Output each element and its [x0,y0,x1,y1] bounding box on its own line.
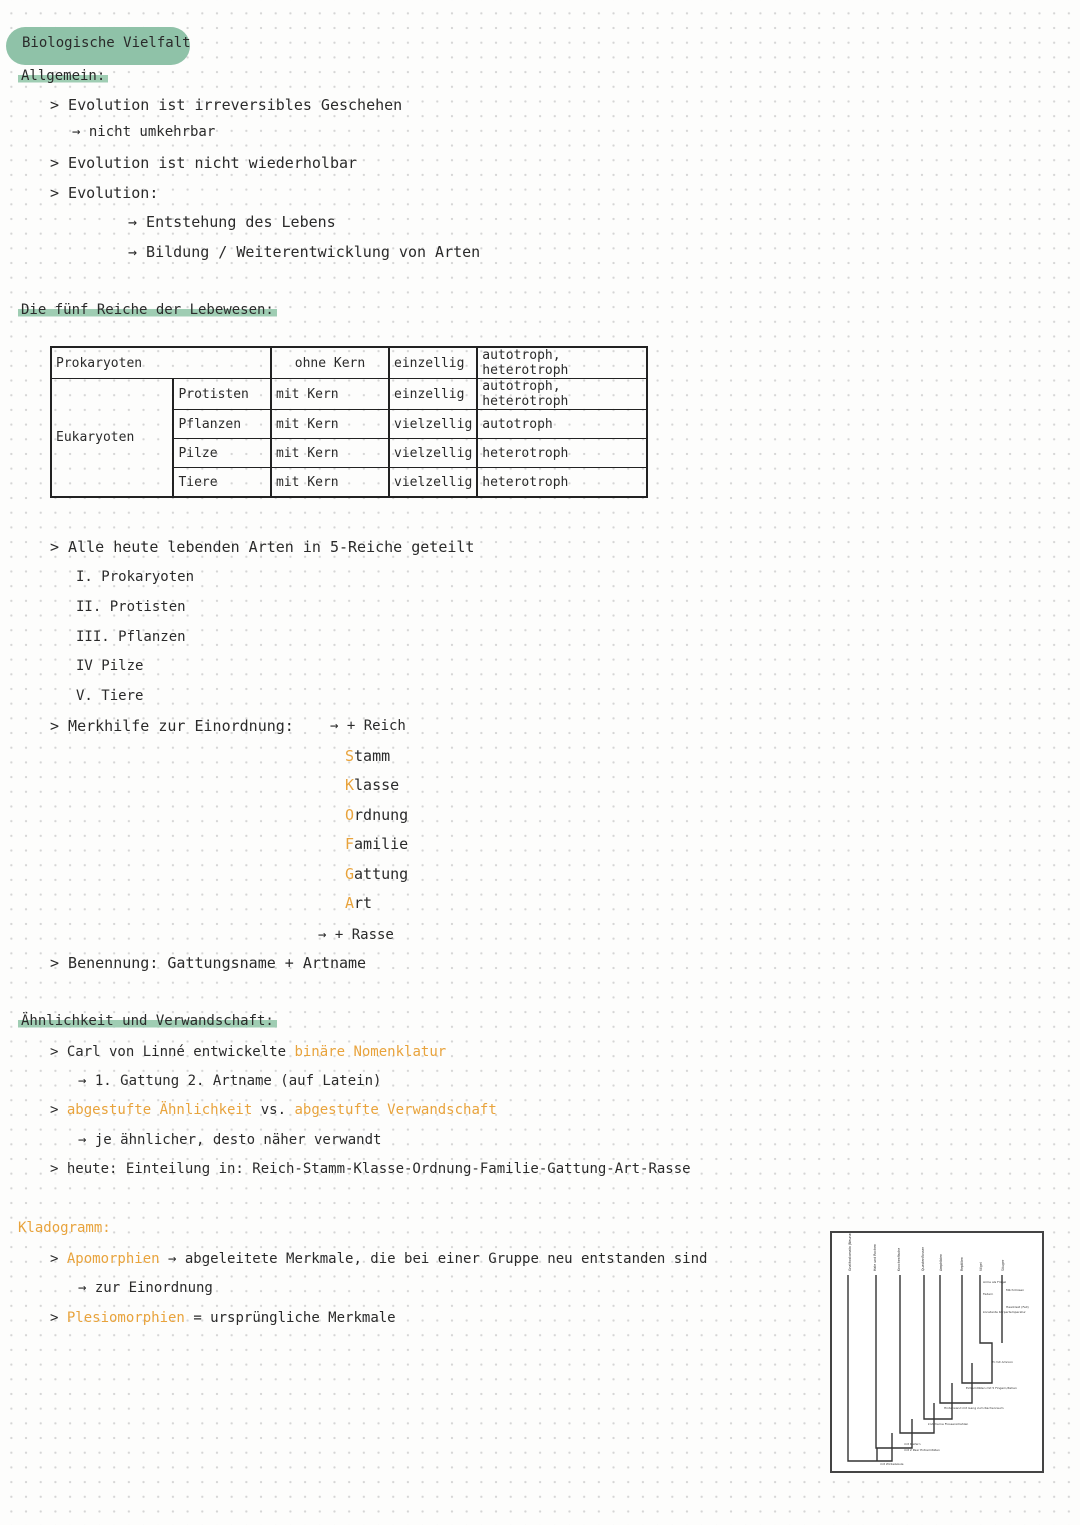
aehnlichkeit-line-4: → je ähnlicher, desto näher verwandt [78,1132,382,1148]
taxon-label: Säuger [1001,1259,1005,1271]
aehnlichkeit-line-2: → 1. Gattung 2. Artname (auf Latein) [78,1073,382,1089]
cell-name: Tiere [173,468,271,498]
heading-aehnlichkeit: Ähnlichkeit und Verwandschaft: [18,1013,277,1029]
cell-ernaehrung: autotroph [477,410,647,439]
reiche-list-item: III. Pflanzen [76,629,186,645]
rank-ordnung: Ordnung [345,806,409,824]
taxon-label: Haie und Rochen [873,1243,877,1271]
cell-zellig: vielzellig [389,410,477,439]
cell-ernaehrung: heterotroph [477,439,647,468]
apomorphy-label: Hinterwand mit Gang zum Rachenraum [944,1406,1004,1410]
cell-kern: ohne Kern [271,347,389,379]
reiche-list-item: IV Pilze [76,658,144,674]
aehnlichkeit-line-3: > abgestufte Ähnlichkeit vs. abgestufte Verwandschaft [50,1102,497,1118]
table-row [51,347,647,379]
allgemein-line-1: > Evolution ist irreversibles Geschehen [50,96,403,114]
taxon-label: Vögel [979,1262,983,1271]
cladogram-thumbnail [830,1231,1044,1473]
cell-ernaehrung: autotroph, heterotroph [477,347,647,379]
page-title: Biologische Vielfalt [22,35,191,51]
allgemein-line-3: > Evolution ist nicht wiederholbar [50,154,358,172]
taxon-label: Amphibien [939,1253,943,1271]
cell-zellig: vielzellig [389,468,477,498]
reiche-intro: > Alle heute lebenden Arten in 5-Reiche geteilt [50,538,475,556]
benennung-line: > Benennung: Gattungsname + Artname [50,954,367,972]
cell-zellig: vielzellig [389,439,477,468]
apomorphy-label: Arme als Flügel [983,1280,1007,1284]
apomorphy-label: mit Kiefern [904,1442,921,1446]
cell-kern: mit Kern [271,439,389,468]
rank-klasse: Klasse [345,776,400,794]
cell-kern: mit Kern [271,379,389,410]
allgemein-line-6: → Bildung / Weiterentwicklung von Arten [128,243,481,261]
merkhilfe-label: > Merkhilfe zur Einordnung: [50,717,294,735]
apomorphy-label: Haarkleid (Fell) [1006,1305,1029,1309]
aehnlichkeit-line-5: > heute: Einteilung in: Reich-Stamm-Klasse-Ordnung-Familie-Gattung-Art-Rasse [50,1161,691,1177]
reiche-list-item: II. Protisten [76,599,186,615]
apomorphy-label: Federn [983,1292,994,1296]
apomorphy-label: mit 2 Paar Extremitäten [904,1448,940,1452]
heading-kladogramm: Kladogramm: [18,1220,111,1236]
apomorphy-label: Ei mit Amnion [992,1360,1014,1364]
cladogram-svg [832,1233,1042,1471]
cell-name: Pilze [173,439,271,468]
cell-eukaryoten: Eukaryoten [51,379,173,498]
reiche-table [50,346,648,498]
plesiomorphien-line: > Plesiomorphien = ursprüngliche Merkmale [50,1310,396,1326]
rank-familie: Familie [345,835,409,853]
taxon-label: Knochenfische [897,1247,901,1271]
cell-zellig: einzellig [389,379,477,410]
rasse-line: → + Rasse [318,927,394,943]
aehnlichkeit-line-1: > Carl von Linné entwickelte binäre Nomenklatur [50,1044,447,1060]
cell-ernaehrung: heterotroph [477,468,647,498]
apomorphy-label: knöcherne Flossenstrahlen [928,1422,969,1426]
cell-zellig: einzellig [389,347,477,379]
cell-kern: mit Kern [271,410,389,439]
apomorphien-line: > Apomorphien → abgeleitete Merkmale, die bei einer Gruppe neu entstanden sind [50,1251,708,1267]
apomorphy-label: konstante Körpertemperatur [983,1310,1026,1314]
cell-name: Pflanzen [173,410,271,439]
taxon-label: Gnathostomata (Neunaugen) [848,1233,852,1271]
apomorphy-label: Milchdrüsen [1006,1288,1025,1292]
reiche-list-item: V. Tiere [76,688,144,704]
reiche-list-item: I. Prokaryoten [76,569,195,585]
cell-kern: mit Kern [271,468,389,498]
cell-prokaryoten: Prokaryoten [56,355,143,371]
apomorphien-sub: → zur Einordnung [78,1280,213,1296]
rank-stamm: Stamm [345,747,391,765]
apomorphy-label: mit Wirbelsäule [880,1462,904,1466]
rank-gattung: Gattung [345,865,409,883]
allgemein-line-4: > Evolution: [50,184,159,202]
reich-line: → + Reich [330,718,406,734]
rank-art: Art [345,894,373,912]
table-row [51,379,647,410]
taxon-label: Quastenflosser [921,1247,925,1271]
heading-reiche: Die fünf Reiche der Lebewesen: [18,302,277,318]
allgemein-line-5: → Entstehung des Lebens [128,213,336,231]
cladogram-branches [848,1275,1002,1461]
allgemein-line-2: → nicht umkehrbar [72,124,216,140]
apomorphy-label: Extremitäten mit 5 Fingern/Zehen [966,1386,1017,1390]
taxon-label: Reptilien [960,1257,964,1271]
heading-allgemein: Allgemein: [18,68,108,84]
cell-name: Protisten [173,379,271,410]
cell-ernaehrung: autotroph, heterotroph [477,379,647,410]
